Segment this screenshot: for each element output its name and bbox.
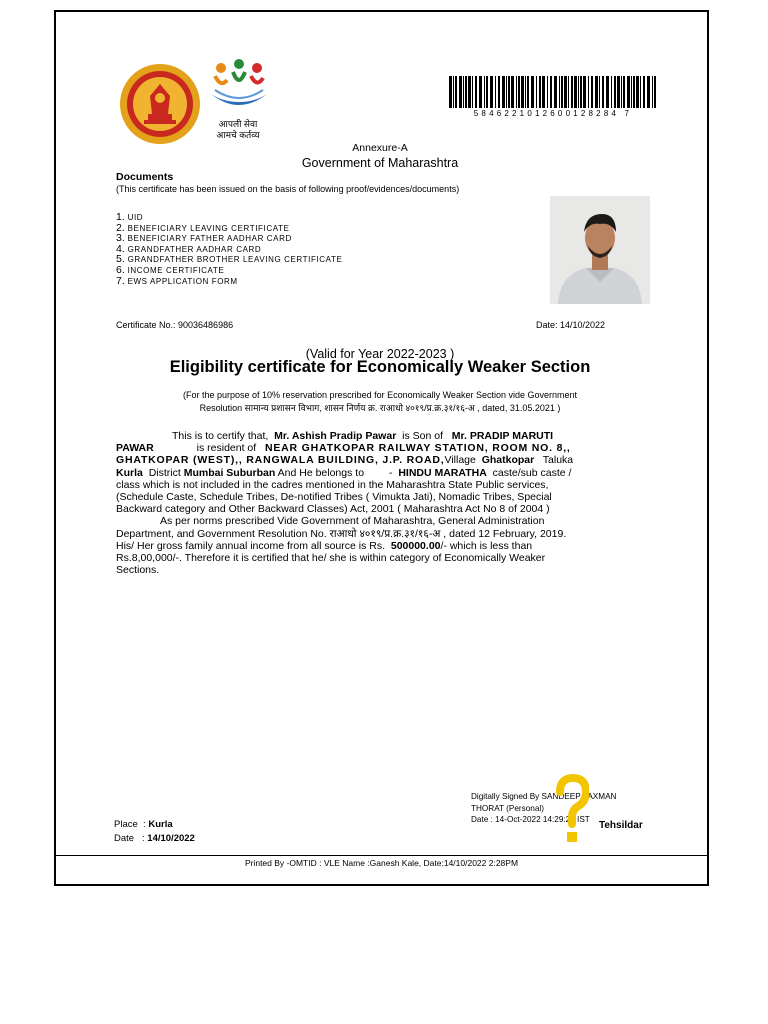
barcode-bar — [550, 76, 552, 108]
barcode-bar — [633, 76, 635, 108]
place-value: Kurla — [148, 819, 173, 830]
barcode-bar — [574, 76, 577, 108]
barcode-bar — [498, 76, 500, 108]
barcode-bar — [490, 76, 493, 108]
barcode-bar — [465, 76, 467, 108]
barcode-bar — [611, 76, 612, 108]
barcode-bar — [542, 76, 545, 108]
barcode-bar — [643, 76, 645, 108]
documents-note: (This certificate has been issued on the basis of following proof/evidences/documents) — [116, 184, 460, 194]
barcode-bar — [531, 76, 534, 108]
documents-list — [116, 212, 342, 286]
barcode-bar — [502, 76, 505, 108]
page-title: Eligibility certificate for Economically Weaker Section — [169, 358, 591, 376]
barcode-bar — [606, 76, 609, 108]
caste: HINDU MARATHA — [398, 466, 487, 479]
barcode-bar — [554, 76, 557, 108]
barcode-bar — [495, 76, 496, 108]
list-item: 7. EWS APPLICATION FORM — [116, 274, 238, 287]
barcode-bar — [479, 76, 482, 108]
certificate-body: This is to certify that, Mr. Ashish Pradip Pawar is Son of Mr. PRADIP MARUTI PAWAR is resident of NEAR GHATKOPAR RAILWAY STATION, ROOM NO. 8,, GHATKOPAR (WEST),, RANGWALA BUILDING, J.P. ROAD,Village Ghatkopar Taluka Kurla District Mumbai Suburban And He belongs to - HINDU MARATHA caste/sub caste / class which is not included in the cadres mentioned in the Maharashtra State Public services, (Schedule Caste, Schedule Tribes, De-notified Tribes ( Vimukta Jati), Nomadic Tribes, Special Backward category and Other Backward Classes) Act, 2001 ( Maharashtra Act No 8 of 2004 ) As per norms prescribed Vide Government of Maharashtra, General Administration Department, and Government Resolution No. राआधो ४०१९/प्र.क्र.३१/१६-अ , dated 12 February, 2019. His/ Her gross family annual income from all source is Rs. 500000.00/- which is less than Rs.8,00,000/-. Therefore it is certified that he/ she is within category of Economically Weaker Sections. — [116, 430, 574, 577]
barcode-bar — [561, 76, 563, 108]
barcode-image — [449, 76, 657, 108]
barcode-bar — [640, 76, 641, 108]
applicant-name: Mr. Ashish Pradip Pawar — [274, 430, 397, 442]
documents-heading: Documents — [116, 171, 174, 183]
barcode-bar — [508, 76, 510, 108]
income-amount: 500000.00 — [390, 539, 441, 552]
barcode-bar — [631, 76, 632, 108]
barcode-bar — [472, 76, 473, 108]
barcode-bar — [654, 76, 656, 108]
barcode-bar — [602, 76, 604, 108]
taluka: Kurla — [116, 466, 143, 479]
annexure-label: Annexure-A — [352, 142, 408, 154]
list-item: 4. GRANDFATHER AADHAR CARD — [116, 242, 262, 255]
barcode-bar — [475, 76, 477, 108]
barcode-bar — [516, 76, 517, 108]
district: Mumbai Suburban — [183, 466, 276, 479]
validity-period: (Valid for Year 2022-2023 ) — [305, 347, 455, 361]
barcode-bar — [591, 76, 593, 108]
barcode-bar — [455, 76, 457, 108]
maharashtra-emblem-logo — [118, 62, 202, 146]
barcode-bar — [647, 76, 650, 108]
barcode-bar — [486, 76, 488, 108]
barcode-bar — [580, 76, 582, 108]
signature-line-3: Date : 14-Oct-2022 14:29:23 IST — [471, 815, 590, 824]
barcode-bar — [623, 76, 625, 108]
signature-line-2: THORAT (Personal) — [471, 803, 544, 813]
barcode-bar — [571, 76, 573, 108]
barcode-bar — [527, 76, 529, 108]
barcode-bar — [539, 76, 541, 108]
barcode-bar — [463, 76, 464, 108]
barcode-bar — [652, 76, 653, 108]
signature-question-mark-icon — [555, 774, 589, 846]
aapli-seva-logo — [205, 58, 271, 140]
barcode-bar — [617, 76, 620, 108]
printed-by-footer: Printed By -OMTID : VLE Name :Ganesh Kale, Date:14/10/2022 2:28PM — [244, 858, 519, 868]
purpose-line-1: (For the purpose of 10% reservation prescribed for Economically Weaker Section vide Government — [182, 390, 578, 400]
barcode-bar — [521, 76, 524, 108]
purpose-statement — [120, 389, 640, 415]
barcode-bar — [506, 76, 507, 108]
barcode-bar — [511, 76, 514, 108]
father-name: Mr. PRADIP MARUTI — [451, 430, 554, 442]
government-heading: Government of Maharashtra — [301, 156, 459, 170]
barcode-bar — [583, 76, 586, 108]
barcode-bar — [547, 76, 548, 108]
barcode-bar — [578, 76, 579, 108]
barcode-bar — [564, 76, 567, 108]
barcode-bar — [621, 76, 622, 108]
list-item: 2. BENEFICIARY LEAVING CERTIFICATE — [116, 221, 290, 234]
barcode-bar — [614, 76, 616, 108]
barcode-bar — [568, 76, 569, 108]
barcode-bar — [599, 76, 600, 108]
applicant-photo — [550, 196, 650, 304]
barcode-bar — [627, 76, 630, 108]
barcode-number: 5846221012600128284 7 — [473, 109, 633, 118]
barcode-bar — [536, 76, 537, 108]
footer-divider — [56, 855, 707, 856]
barcode-bar — [636, 76, 639, 108]
village: Ghatkopar — [481, 454, 535, 467]
place-date-block: Place : Kurla Date : 14/10/2022 — [114, 819, 195, 844]
barcode-bar — [559, 76, 560, 108]
list-item: 5. GRANDFATHER BROTHER LEAVING CERTIFICATE — [116, 253, 343, 266]
certificate-date: Date: 14/10/2022 — [536, 320, 606, 330]
certificate-number: Certificate No.: 90036486986 — [116, 320, 234, 330]
designation: Tehsildar — [599, 820, 643, 831]
barcode-bar — [588, 76, 589, 108]
barcode-bar — [525, 76, 526, 108]
barcode-bar — [449, 76, 452, 108]
barcode-bar — [518, 76, 520, 108]
seva-tagline-1: आपली सेवा — [218, 119, 258, 129]
barcode-bar — [453, 76, 454, 108]
seva-tagline-2: आमचे कर्तव्य — [216, 130, 260, 140]
address: NEAR GHATKOPAR RAILWAY STATION, ROOM NO. 8,, — [264, 442, 571, 455]
barcode-bar — [468, 76, 471, 108]
list-item: 3. BENEFICIARY FATHER AADHAR CARD — [116, 232, 292, 245]
barcode-bar — [595, 76, 598, 108]
purpose-line-2: Resolution सामान्य प्रशासन विभाग, शासन निर्णय क्र. राआधो ४०१९/प्र.क्र.३१/१६-अ , dated, 31.05.2021 ) — [199, 403, 561, 413]
signature-line-1: Digitally Signed By SANDEEP LAXMAN — [471, 792, 617, 801]
list-item: 1. UID — [116, 211, 144, 223]
date-value: 14/10/2022 — [147, 833, 195, 844]
list-item: 6. INCOME CERTIFICATE — [116, 263, 225, 276]
barcode-bar — [459, 76, 462, 108]
barcode-bar — [484, 76, 485, 108]
